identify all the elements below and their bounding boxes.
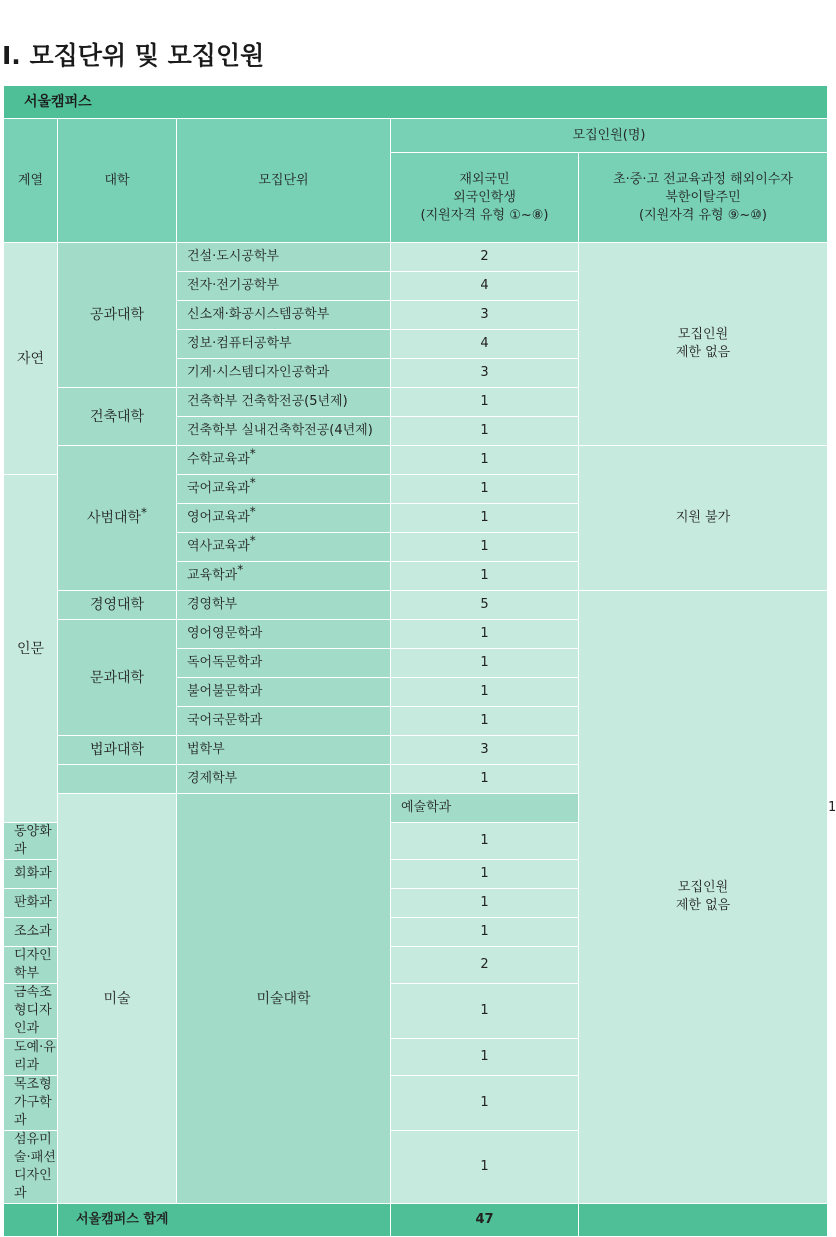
count-cell: 1 (391, 533, 579, 562)
unit-label: 영어교육과 (187, 510, 250, 525)
college-fine-arts: 미술대학 (177, 794, 391, 1204)
count-cell: 3 (391, 301, 579, 330)
unit-cell (177, 562, 391, 591)
note-not-allowed: 지원 불가 (579, 446, 828, 591)
count-cell: 1 (391, 1076, 579, 1131)
unit-cell: 경영학부 (177, 591, 391, 620)
unit-cell: 회화과 (4, 860, 58, 889)
count-cell: 1 (391, 823, 579, 860)
count-cell: 1 (391, 765, 579, 794)
unit-cell (177, 475, 391, 504)
header-quota: 모집인원(명) (391, 119, 828, 153)
count-cell: 1 (391, 388, 579, 417)
count-cell: 1 (391, 649, 579, 678)
college-education (58, 446, 177, 591)
group-nature: 자연 (4, 243, 58, 475)
page-title: I. 모집단위 및 모집인원 (2, 41, 265, 70)
unit-cell: 동양화과 (4, 823, 58, 860)
header-group: 계열 (4, 119, 58, 243)
asterisk: * (249, 504, 256, 519)
unit-cell: 섬유미술·패션디자인과 (4, 1131, 58, 1204)
count-cell: 4 (391, 272, 579, 301)
asterisk: * (249, 446, 256, 461)
table-row (4, 446, 828, 475)
header-col-b (579, 153, 828, 243)
unit-cell: 건축학부 실내건축학전공(4년제) (177, 417, 391, 446)
note-line: 모집인원 (677, 327, 729, 342)
unit-cell: 신소재·화공시스템공학부 (177, 301, 391, 330)
count-cell: 3 (391, 359, 579, 388)
unit-cell: 전자·전기공학부 (177, 272, 391, 301)
unit-cell: 국어국문학과 (177, 707, 391, 736)
header-col-a-line1: 재외국민 (459, 171, 510, 187)
college-law: 법과대학 (58, 736, 177, 765)
unit-label: 국어교육과 (187, 481, 250, 496)
header-unit: 모집단위 (177, 119, 391, 243)
count-cell: 5 (391, 591, 579, 620)
count-cell: 1 (391, 417, 579, 446)
note-line: 제한 없음 (675, 345, 731, 360)
table-row (4, 243, 828, 272)
college-business: 경영대학 (58, 591, 177, 620)
unit-cell: 건축학부 건축학전공(5년제) (177, 388, 391, 417)
total-value: 47 (391, 1204, 579, 1237)
asterisk: * (249, 475, 256, 490)
note-line: 제한 없음 (675, 898, 731, 913)
count-cell: 1 (391, 860, 579, 889)
unit-label: 역사교육과 (187, 539, 250, 554)
count-cell: 1 (391, 1039, 579, 1076)
count-cell: 1 (391, 1131, 579, 1204)
count-cell: 3 (391, 736, 579, 765)
group-humanities: 인문 (4, 475, 58, 823)
count-cell: 1 (391, 620, 579, 649)
college-education-label: 사범대학 (86, 510, 142, 526)
count-cell: 1 (391, 984, 579, 1039)
unit-cell: 정보·컴퓨터공학부 (177, 330, 391, 359)
unit-cell: 디자인학부 (4, 947, 58, 984)
header-col-a-line2: 외국인학생 (453, 189, 516, 205)
unit-label: 수학교육과 (187, 452, 250, 467)
unit-cell: 조소과 (4, 918, 58, 947)
total-row (4, 1204, 828, 1237)
header-col-b-line1: 초·중·고 전교육과정 해외이수자 (613, 171, 793, 187)
count-cell: 2 (391, 243, 579, 272)
unit-cell: 불어불문학과 (177, 678, 391, 707)
college-empty (58, 765, 177, 794)
unit-cell: 예술학과 (391, 794, 579, 823)
asterisk: * (237, 562, 244, 577)
total-blank-right (579, 1204, 828, 1237)
count-cell: 1 (391, 504, 579, 533)
unit-cell (177, 504, 391, 533)
group-art: 미술 (58, 794, 177, 1204)
header-col-a (391, 153, 579, 243)
asterisk: * (141, 505, 148, 520)
count-cell: 1 (391, 889, 579, 918)
table-row: 미술 미술대학 예술학과 1 (4, 794, 828, 823)
unit-label: 교육학과 (187, 568, 238, 583)
count-cell: 1 (391, 475, 579, 504)
note-no-limit-2 (579, 591, 828, 1204)
count-cell: 4 (391, 330, 579, 359)
count-cell: 1 (391, 678, 579, 707)
college-architecture: 건축대학 (58, 388, 177, 446)
college-engineering: 공과대학 (58, 243, 177, 388)
note-no-limit-1 (579, 243, 828, 446)
count-cell: 2 (391, 947, 579, 984)
quota-table (3, 85, 836, 1237)
count-cell: 1 (391, 446, 579, 475)
asterisk: * (249, 533, 256, 548)
count-cell: 1 (391, 707, 579, 736)
count-cell: 1 (391, 918, 579, 947)
unit-cell: 목조형가구학과 (4, 1076, 58, 1131)
table-row (4, 591, 828, 620)
note-line: 모집인원 (677, 880, 729, 895)
count-cell: 1 (391, 562, 579, 591)
unit-cell: 금속조형디자인과 (4, 984, 58, 1039)
unit-cell: 건설·도시공학부 (177, 243, 391, 272)
unit-cell: 독어독문학과 (177, 649, 391, 678)
header-col-a-line3: (지원자격 유형 ①~⑧) (420, 207, 549, 223)
unit-cell (177, 446, 391, 475)
total-label: 서울캠퍼스 합계 (58, 1204, 391, 1237)
unit-cell: 경제학부 (177, 765, 391, 794)
total-blank (4, 1204, 58, 1237)
unit-cell: 법학부 (177, 736, 391, 765)
unit-cell: 판화과 (4, 889, 58, 918)
header-col-b-line2: 북한이탈주민 (665, 189, 741, 205)
college-liberal-arts: 문과대학 (58, 620, 177, 736)
unit-cell (177, 533, 391, 562)
unit-cell: 영어영문학과 (177, 620, 391, 649)
header-col-b-line3: (지원자격 유형 ⑨~⑩) (639, 207, 767, 223)
header-college: 대학 (58, 119, 177, 243)
unit-cell: 도예·유리과 (4, 1039, 58, 1076)
unit-cell: 기계·시스템디자인공학과 (177, 359, 391, 388)
campus-header: 서울캠퍼스 (4, 86, 828, 119)
